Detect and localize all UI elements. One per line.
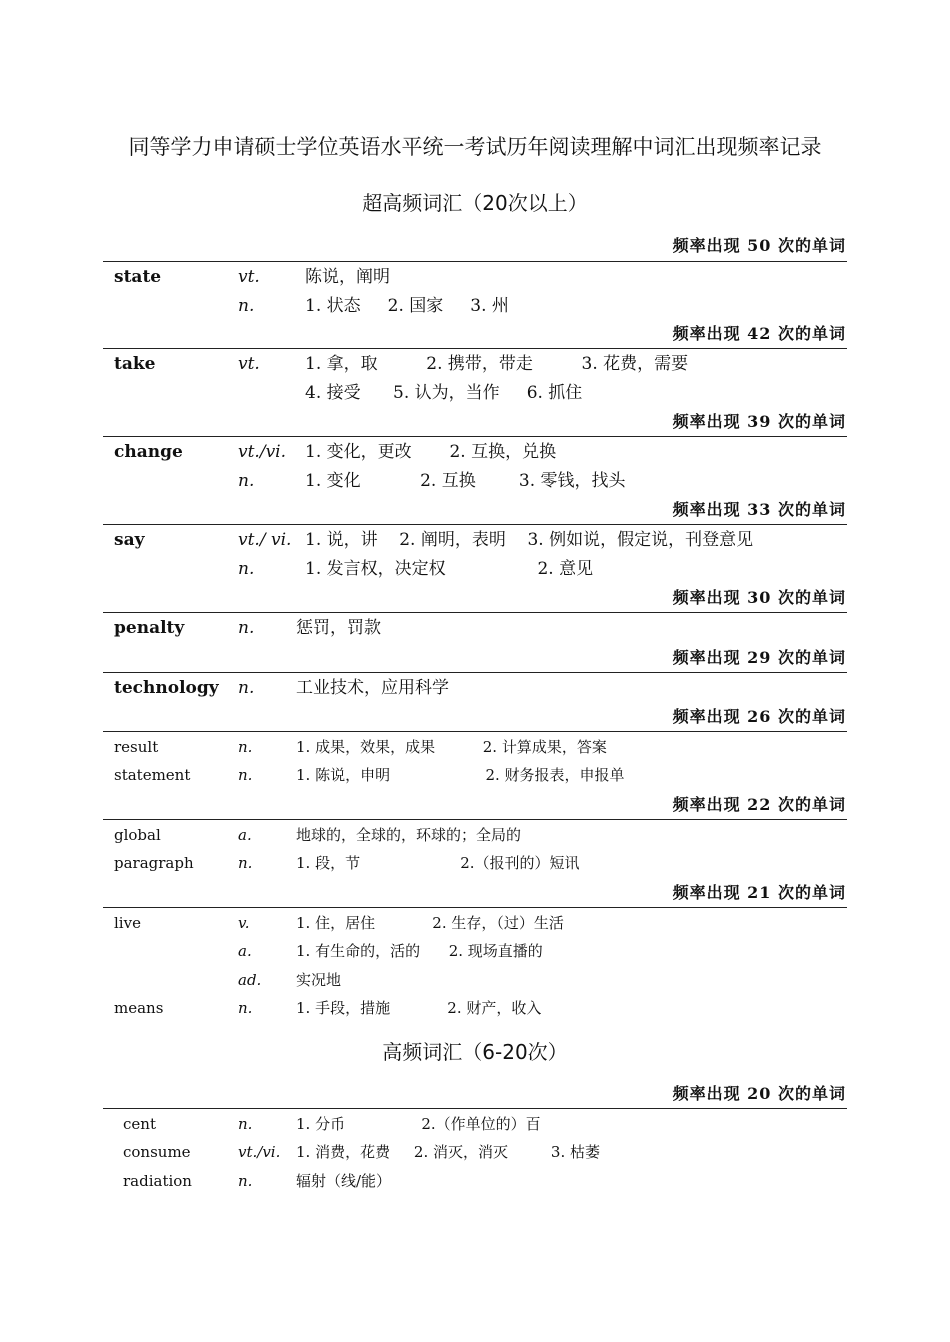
part-of-speech: a. <box>238 942 252 960</box>
part-of-speech: n. <box>238 296 255 316</box>
divider <box>103 731 847 732</box>
part-of-speech: vt. <box>238 354 260 374</box>
frequency-label: 频率出现 22 次的单词 <box>672 795 846 814</box>
definition: 1. 成果，效果，成果 2. 计算成果，答案 <box>296 738 607 756</box>
divider <box>103 348 847 349</box>
headword: change <box>114 442 183 462</box>
frequency-label: 频率出现 39 次的单词 <box>672 412 846 431</box>
part-of-speech: n. <box>238 766 253 784</box>
definition: 地球的，全球的，环球的；全局的 <box>296 826 522 844</box>
part-of-speech: n. <box>238 854 253 872</box>
part-of-speech: n. <box>238 1172 253 1190</box>
part-of-speech: n. <box>238 471 255 491</box>
divider <box>103 436 847 437</box>
definition: 工业技术，应用科学 <box>296 678 449 698</box>
definition: 陈说，阐明 <box>305 267 390 287</box>
definition: 1. 陈说，申明 2. 财务报表，申报单 <box>296 766 625 784</box>
frequency-label: 频率出现 50 次的单词 <box>672 236 846 255</box>
divider <box>103 672 847 673</box>
part-of-speech: n. <box>238 738 253 756</box>
part-of-speech: n. <box>238 1115 253 1133</box>
definition: 1. 说，讲 2. 阐明，表明 3. 例如说，假定说，刊登意见 <box>305 530 754 550</box>
definition: 1. 变化 2. 互换 3. 零钱，找头 <box>305 471 626 491</box>
part-of-speech: n. <box>238 999 253 1017</box>
headword: consume <box>123 1143 191 1161</box>
headword: live <box>114 914 141 932</box>
frequency-label: 频率出现 29 次的单词 <box>672 648 846 667</box>
definition: 4. 接受 5. 认为，当作 6. 抓住 <box>305 383 583 403</box>
part-of-speech: n. <box>238 559 255 579</box>
definition: 1. 拿，取 2. 携带，带走 3. 花费，需要 <box>305 354 689 374</box>
part-of-speech: vt./vi. <box>238 442 287 462</box>
section-heading: 高频词汇（6-20次） <box>382 1040 568 1064</box>
definition: 1. 消费，花费 2. 消灭，消灭 3. 枯萎 <box>296 1143 600 1161</box>
section-heading: 超高频词汇（20次以上） <box>362 191 588 215</box>
part-of-speech: vt./vi. <box>238 1143 281 1161</box>
divider <box>103 261 847 262</box>
definition: 实况地 <box>296 971 342 989</box>
headword: penalty <box>114 618 185 638</box>
divider <box>103 907 847 908</box>
divider <box>103 1108 847 1109</box>
frequency-label: 频率出现 30 次的单词 <box>672 588 846 607</box>
part-of-speech: vt. <box>238 267 260 287</box>
definition: 1. 变化，更改 2. 互换，兑换 <box>305 442 557 462</box>
headword: statement <box>114 766 191 784</box>
part-of-speech: a. <box>238 826 252 844</box>
frequency-label: 频率出现 21 次的单词 <box>672 883 846 902</box>
part-of-speech: v. <box>238 914 250 932</box>
headword: take <box>114 354 156 374</box>
headword: state <box>114 267 162 287</box>
part-of-speech: ad. <box>238 971 262 989</box>
headword: technology <box>114 678 219 698</box>
definition: 1. 有生命的，活的 2. 现场直播的 <box>296 942 543 960</box>
frequency-label: 频率出现 42 次的单词 <box>672 324 846 343</box>
definition: 1. 住，居住 2. 生存，（过）生活 <box>296 914 564 932</box>
headword: means <box>114 999 164 1017</box>
frequency-label: 频率出现 20 次的单词 <box>672 1084 846 1103</box>
headword: global <box>114 826 161 844</box>
headword: say <box>114 530 145 550</box>
headword: result <box>114 738 159 756</box>
part-of-speech: n. <box>238 618 255 638</box>
headword: paragraph <box>114 854 194 872</box>
headword: cent <box>123 1115 156 1133</box>
divider <box>103 524 847 525</box>
part-of-speech: n. <box>238 678 255 698</box>
definition: 1. 发言权，决定权 2. 意见 <box>305 559 594 579</box>
part-of-speech: vt./ vi. <box>238 530 292 550</box>
page-title: 同等学力申请硕士学位英语水平统一考试历年阅读理解中词汇出现频率记录 <box>128 135 822 159</box>
definition: 辐射（线/能） <box>296 1172 392 1190</box>
definition: 1. 状态 2. 国家 3. 州 <box>305 296 509 316</box>
definition: 1. 分币 2.（作单位的）百 <box>296 1115 541 1133</box>
definition: 惩罚，罚款 <box>296 618 381 638</box>
divider <box>103 819 847 820</box>
headword: radiation <box>123 1172 192 1190</box>
definition: 1. 段，节 2.（报刊的）短讯 <box>296 854 580 872</box>
frequency-label: 频率出现 33 次的单词 <box>672 500 846 519</box>
divider <box>103 612 847 613</box>
frequency-label: 频率出现 26 次的单词 <box>672 707 846 726</box>
definition: 1. 手段，措施 2. 财产，收入 <box>296 999 542 1017</box>
